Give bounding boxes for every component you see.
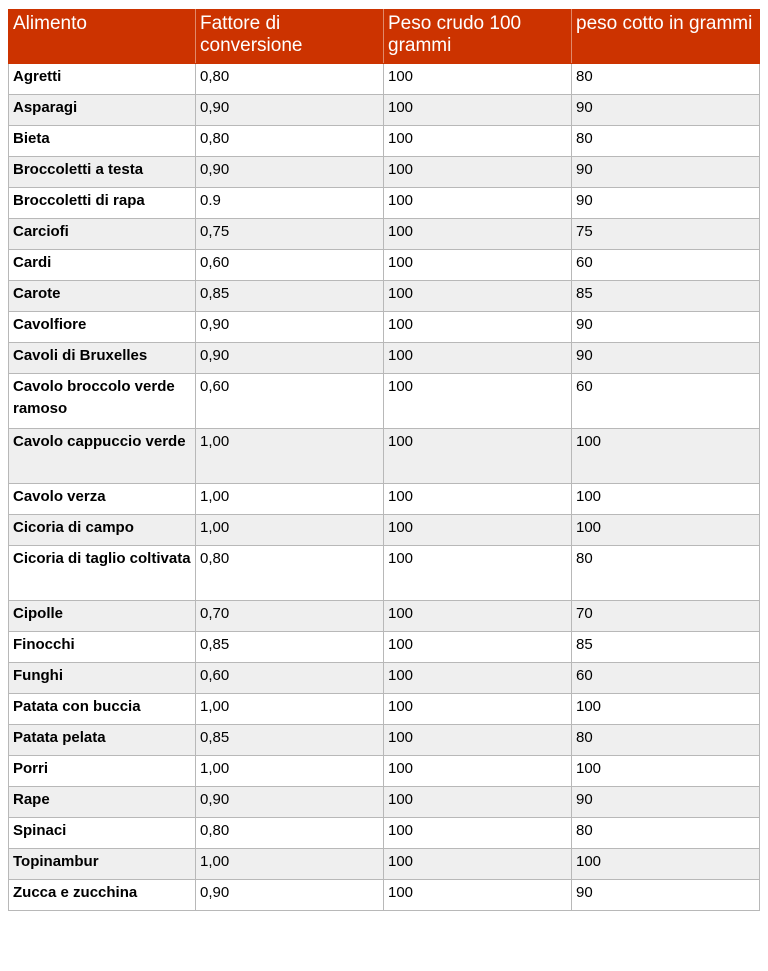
cell-alimento: Broccoletti a testa <box>9 157 196 188</box>
cell-alimento: Cicoria di campo <box>9 515 196 546</box>
table-row <box>9 281 760 312</box>
table-row <box>9 515 760 546</box>
cell-fattore: 0,85 <box>196 632 384 663</box>
table-row <box>9 484 760 515</box>
header-fattore-conversione: Fattore di conversione <box>196 10 384 64</box>
table-row <box>9 126 760 157</box>
cell-peso-cotto: 80 <box>572 64 760 95</box>
header-row <box>9 10 760 64</box>
table-row <box>9 546 760 601</box>
header-peso-crudo: Peso crudo 100 grammi <box>384 10 572 64</box>
cell-fattore: 0,90 <box>196 880 384 911</box>
conversion-table <box>8 9 760 911</box>
cell-peso-crudo: 100 <box>384 188 572 219</box>
cell-peso-cotto: 60 <box>572 374 760 429</box>
cell-peso-cotto: 85 <box>572 281 760 312</box>
cell-fattore: 0,60 <box>196 250 384 281</box>
cell-peso-crudo: 100 <box>384 64 572 95</box>
table-row <box>9 188 760 219</box>
cell-peso-cotto: 100 <box>572 756 760 787</box>
table-body <box>9 64 760 911</box>
table-row <box>9 219 760 250</box>
table-row <box>9 429 760 484</box>
cell-alimento: Carote <box>9 281 196 312</box>
cell-fattore: 1,00 <box>196 484 384 515</box>
cell-peso-cotto: 60 <box>572 663 760 694</box>
cell-peso-cotto: 75 <box>572 219 760 250</box>
cell-alimento: Funghi <box>9 663 196 694</box>
cell-alimento: Cavolo cappuccio verde <box>9 429 196 484</box>
cell-alimento: Zucca e zucchina <box>9 880 196 911</box>
cell-peso-cotto: 80 <box>572 126 760 157</box>
table-row <box>9 818 760 849</box>
cell-peso-cotto: 90 <box>572 787 760 818</box>
table-row <box>9 756 760 787</box>
table-row <box>9 312 760 343</box>
table-row <box>9 725 760 756</box>
table-row <box>9 632 760 663</box>
cell-alimento: Cardi <box>9 250 196 281</box>
cell-alimento: Patata con buccia <box>9 694 196 725</box>
cell-peso-cotto: 80 <box>572 725 760 756</box>
cell-alimento: Cavolo verza <box>9 484 196 515</box>
cell-alimento: Bieta <box>9 126 196 157</box>
cell-fattore: 1,00 <box>196 515 384 546</box>
cell-peso-crudo: 100 <box>384 694 572 725</box>
cell-peso-crudo: 100 <box>384 787 572 818</box>
cell-alimento: Cavolo broccolo verde ramoso <box>9 374 196 429</box>
cell-peso-crudo: 100 <box>384 250 572 281</box>
cell-peso-cotto: 90 <box>572 312 760 343</box>
cell-fattore: 0,60 <box>196 374 384 429</box>
cell-alimento: Finocchi <box>9 632 196 663</box>
cell-peso-crudo: 100 <box>384 632 572 663</box>
cell-alimento: Cicoria di taglio coltivata <box>9 546 196 601</box>
cell-peso-cotto: 60 <box>572 250 760 281</box>
table-row <box>9 374 760 429</box>
header-alimento: Alimento <box>9 10 196 64</box>
cell-fattore: 0,90 <box>196 157 384 188</box>
cell-fattore: 0,85 <box>196 281 384 312</box>
cell-alimento: Asparagi <box>9 95 196 126</box>
cell-peso-crudo: 100 <box>384 546 572 601</box>
cell-fattore: 0,90 <box>196 343 384 374</box>
cell-peso-crudo: 100 <box>384 725 572 756</box>
cell-alimento: Cavoli di Bruxelles <box>9 343 196 374</box>
cell-fattore: 0,90 <box>196 95 384 126</box>
conversion-table-container <box>8 9 759 911</box>
cell-peso-crudo: 100 <box>384 157 572 188</box>
cell-peso-crudo: 100 <box>384 95 572 126</box>
cell-fattore: 0,70 <box>196 601 384 632</box>
cell-alimento: Patata pelata <box>9 725 196 756</box>
cell-fattore: 0,90 <box>196 787 384 818</box>
cell-peso-crudo: 100 <box>384 880 572 911</box>
cell-fattore: 0,80 <box>196 64 384 95</box>
table-row <box>9 880 760 911</box>
table-row <box>9 64 760 95</box>
cell-fattore: 0,80 <box>196 126 384 157</box>
cell-peso-crudo: 100 <box>384 484 572 515</box>
cell-peso-crudo: 100 <box>384 849 572 880</box>
cell-peso-crudo: 100 <box>384 663 572 694</box>
cell-peso-cotto: 90 <box>572 188 760 219</box>
cell-fattore: 0,60 <box>196 663 384 694</box>
cell-alimento: Topinambur <box>9 849 196 880</box>
cell-fattore: 1,00 <box>196 694 384 725</box>
cell-peso-crudo: 100 <box>384 429 572 484</box>
cell-peso-crudo: 100 <box>384 818 572 849</box>
table-row <box>9 601 760 632</box>
table-row <box>9 787 760 818</box>
cell-peso-cotto: 100 <box>572 694 760 725</box>
table-row <box>9 849 760 880</box>
cell-peso-crudo: 100 <box>384 312 572 343</box>
cell-fattore: 0,80 <box>196 546 384 601</box>
cell-peso-cotto: 100 <box>572 429 760 484</box>
cell-alimento: Spinaci <box>9 818 196 849</box>
table-header <box>9 10 760 64</box>
cell-peso-cotto: 80 <box>572 818 760 849</box>
cell-peso-crudo: 100 <box>384 374 572 429</box>
cell-peso-cotto: 70 <box>572 601 760 632</box>
table-row <box>9 95 760 126</box>
cell-fattore: 1,00 <box>196 849 384 880</box>
cell-fattore: 0,75 <box>196 219 384 250</box>
cell-peso-crudo: 100 <box>384 601 572 632</box>
cell-peso-crudo: 100 <box>384 219 572 250</box>
cell-peso-crudo: 100 <box>384 515 572 546</box>
cell-peso-cotto: 90 <box>572 95 760 126</box>
table-row <box>9 663 760 694</box>
cell-alimento: Carciofi <box>9 219 196 250</box>
cell-alimento: Broccoletti di rapa <box>9 188 196 219</box>
cell-peso-cotto: 90 <box>572 880 760 911</box>
table-row <box>9 157 760 188</box>
cell-peso-cotto: 90 <box>572 157 760 188</box>
cell-fattore: 0,80 <box>196 818 384 849</box>
cell-fattore: 1,00 <box>196 756 384 787</box>
table-row <box>9 694 760 725</box>
cell-alimento: Agretti <box>9 64 196 95</box>
cell-alimento: Rape <box>9 787 196 818</box>
cell-fattore: 0,85 <box>196 725 384 756</box>
header-peso-cotto: peso cotto in grammi <box>572 10 760 64</box>
cell-peso-crudo: 100 <box>384 756 572 787</box>
cell-peso-cotto: 100 <box>572 484 760 515</box>
cell-alimento: Cavolfiore <box>9 312 196 343</box>
cell-peso-cotto: 100 <box>572 849 760 880</box>
cell-peso-crudo: 100 <box>384 281 572 312</box>
cell-peso-crudo: 100 <box>384 126 572 157</box>
cell-peso-cotto: 100 <box>572 515 760 546</box>
cell-peso-crudo: 100 <box>384 343 572 374</box>
table-row <box>9 343 760 374</box>
cell-fattore: 0.9 <box>196 188 384 219</box>
cell-fattore: 1,00 <box>196 429 384 484</box>
cell-peso-cotto: 80 <box>572 546 760 601</box>
cell-alimento: Porri <box>9 756 196 787</box>
cell-peso-cotto: 85 <box>572 632 760 663</box>
cell-fattore: 0,90 <box>196 312 384 343</box>
cell-alimento: Cipolle <box>9 601 196 632</box>
cell-peso-cotto: 90 <box>572 343 760 374</box>
table-row <box>9 250 760 281</box>
